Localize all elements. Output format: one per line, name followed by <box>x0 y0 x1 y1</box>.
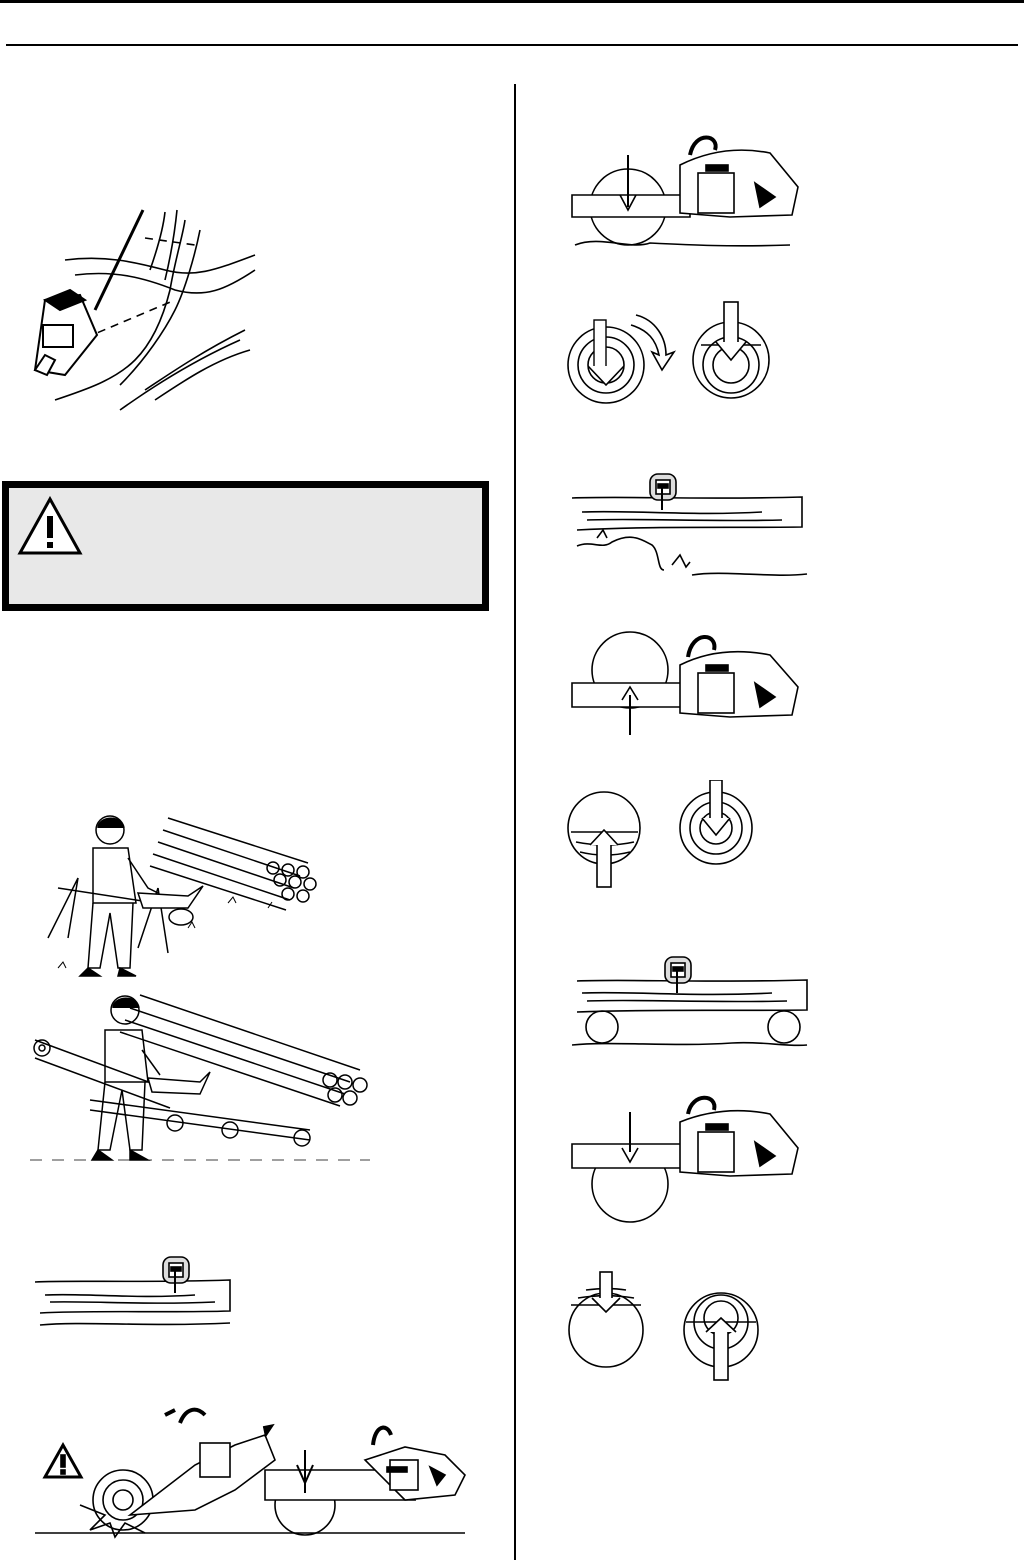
figure-log-cross-top-first <box>566 1270 776 1385</box>
figure-log-supported-both-ends <box>572 955 812 1055</box>
warning-triangle-icon <box>17 496 83 556</box>
top-rule <box>0 0 1024 3</box>
figure-log-rotate <box>566 300 776 415</box>
figure-operator-pile <box>30 990 380 1170</box>
header-rule <box>6 44 1018 46</box>
figure-cut-bottom-up <box>570 625 810 740</box>
figure-kickback-ground <box>35 1405 475 1540</box>
figure-cut-top-down <box>570 125 810 255</box>
figure-limbing-branch <box>25 200 265 420</box>
figure-operator-sawhorse <box>38 808 338 988</box>
warning-box <box>2 481 489 611</box>
figure-cut-top-second <box>570 1092 810 1227</box>
figure-log-on-ground <box>35 1255 240 1335</box>
column-divider <box>514 84 516 1560</box>
figure-log-cross-bottom-first <box>566 780 766 890</box>
figure-log-supported-one-end <box>572 470 812 585</box>
